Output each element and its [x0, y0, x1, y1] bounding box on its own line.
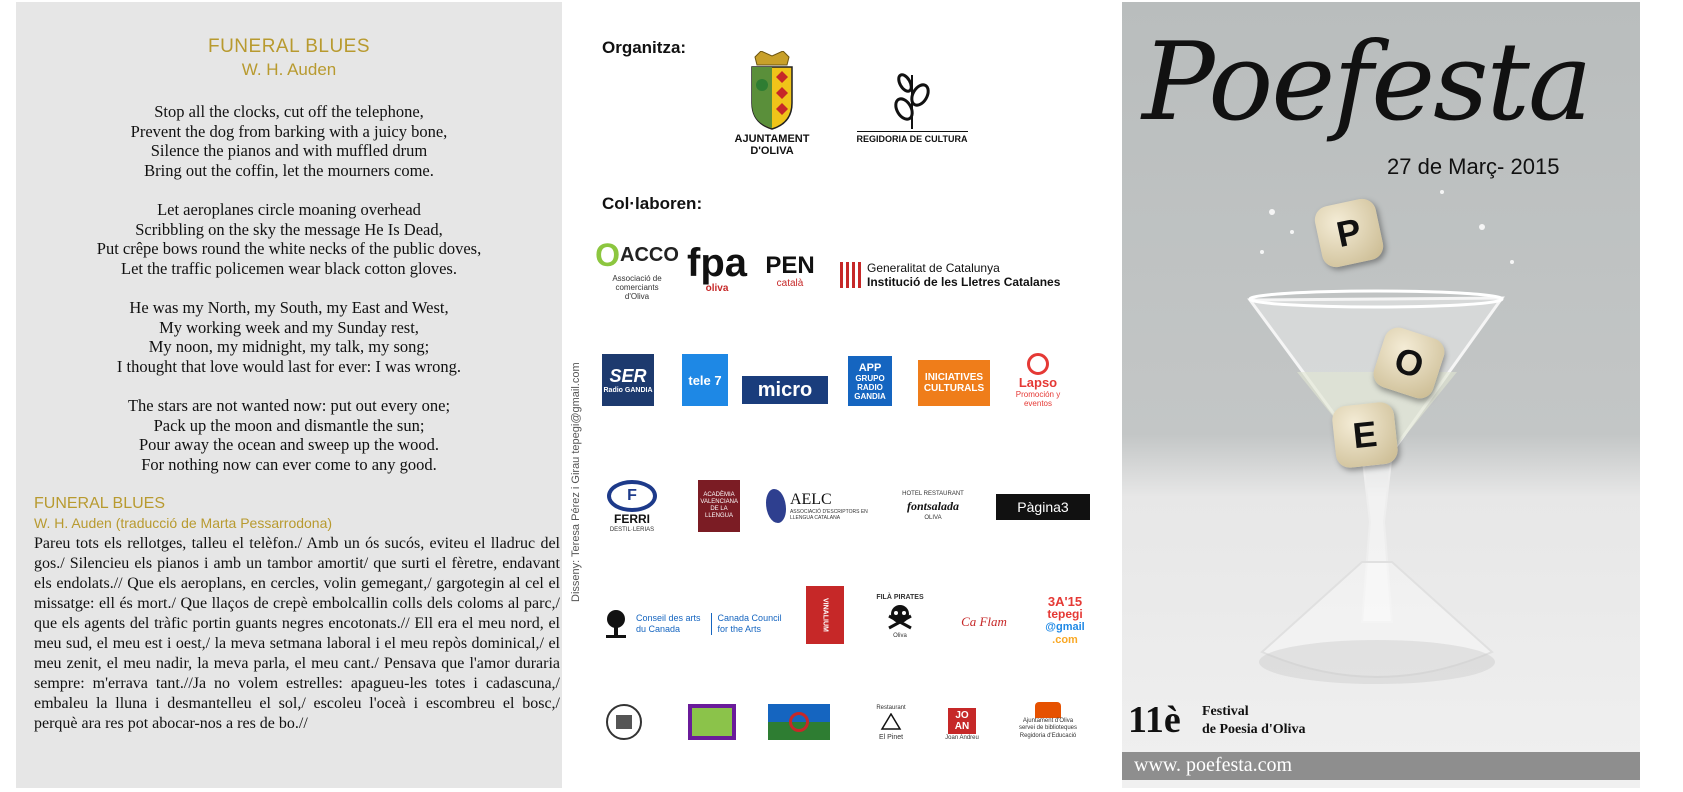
poster-title: Poefesta: [1142, 20, 1591, 145]
canada-en-l2: for the Arts: [717, 624, 762, 634]
die-o: O: [1370, 324, 1448, 402]
institucio-lletres-logo: [840, 258, 1095, 292]
die-e: E: [1331, 401, 1399, 469]
ferri-sub: DESTIL·LERIAS: [609, 526, 655, 533]
verse-line: Prevent the dog from barking with a juicy bone,: [130, 121, 448, 141]
pen-sub: català: [776, 277, 804, 289]
biblio-l2: servei de biblioteques: [1018, 725, 1078, 731]
fontsalada-logo: [898, 486, 968, 526]
edition-festival: Festival: [1202, 704, 1249, 719]
stanza-1: [16, 102, 562, 180]
joan-andreu-logo: [942, 706, 982, 744]
aelc-name: AELC: [789, 491, 832, 508]
verse-line: Stop all the clocks, cut off the telephone,: [154, 102, 424, 121]
verse-line: Pack up the moon and dismantle the sun;: [153, 415, 425, 435]
ferri-emblem-icon: F: [607, 480, 657, 512]
verse-line: The stars are not wanted now: put out every one;: [127, 396, 451, 415]
ca-flam-name: Ca Flam: [961, 614, 1007, 629]
app-radio-gandia-logo: [848, 356, 892, 406]
acco-name: ACCO: [620, 244, 679, 266]
ser-name: SER: [609, 366, 647, 386]
tepegi-l2: tepegi: [1047, 607, 1083, 621]
verse-line: My working week and my Sunday rest,: [159, 317, 419, 337]
verse-line: Let aeroplanes circle moaning overhead: [157, 200, 421, 219]
lapso-sub: Promoción y eventos: [1015, 389, 1061, 408]
canada-council-logo: [602, 606, 782, 642]
catalan-poem-author: W. H. Auden (traducció de Marta Pessarrodona): [34, 515, 333, 531]
verse-line: My noon, my midnight, my talk, my song;: [148, 337, 430, 357]
fila-name: FILÀ PIRATES: [876, 594, 924, 601]
canada-fr-l1: Conseil des arts: [636, 613, 701, 623]
stanza-2: [16, 200, 562, 278]
leaf-icon: [892, 69, 932, 131]
fila-pirates-logo: [870, 588, 930, 646]
joan-l2: AN: [954, 720, 970, 732]
academia-valenciana-logo: [698, 480, 740, 532]
english-poem-title: FUNERAL BLUES: [207, 36, 371, 57]
url-bar: [1122, 752, 1640, 780]
tepegi-l3: @gmail: [1045, 621, 1085, 633]
catalan-poem-title: FUNERAL BLUES: [34, 495, 165, 512]
poster-panel: [1122, 2, 1640, 788]
die-p: P: [1312, 196, 1386, 270]
iniciatives-l2: CULTURALS: [923, 383, 985, 394]
acco-ring-icon: O: [595, 237, 620, 273]
tree-icon: [602, 609, 630, 639]
tepegi-l4: .com: [1052, 634, 1078, 646]
pen-name: PEN: [765, 251, 815, 279]
martini-glass-illustration: [1122, 2, 1640, 788]
organitza-label: Organitza:: [602, 38, 687, 57]
verse-line: Put crêpe bows round the white necks of the public doves,: [96, 239, 482, 259]
fontsalada-l1: HOTEL RESTAURANT: [902, 490, 964, 497]
institucio-name: Institució de les Lletres Catalanes: [867, 275, 1061, 289]
building-icon: [688, 704, 736, 740]
ajuntament-oliva-logo: [732, 44, 812, 164]
regidoria-cultura-logo: [852, 64, 972, 148]
skull-crossbones-icon: [885, 602, 915, 632]
stanza-4: [16, 396, 562, 474]
tele7-logo: [682, 354, 728, 406]
app-name: APP: [858, 361, 882, 374]
green-building-logo: [688, 704, 736, 740]
collaboren-label: Col·laboren:: [602, 194, 703, 213]
edition-name: de Poesia d'Oliva: [1202, 722, 1306, 737]
catalan-poem-text: Pareu tots els rellotges, talleu el telèfon./ Amb un ós sucós, eviteu el lladruc del gos./ Silencieu els pianos i amb un tambor amortit/ que surti el fèretre, endavant els endolats.// Que els aeroplans, en cercles, volin gemegant,/ gargotegin al cel el missatge: ell és mort./ Que llaços de crepè embolcallin colls dels coloms al parc,/ que els agents del tràfic portin guants negres encotonats.// Ell era el meu nord, el meu sud, el meu est i oest,/ la meva setmana laboral i el meu repòs dominical,/ el meu zenit, el meu nadir, la meva parla, el meu cant./ Pensava que l'amor duraria sempre: m'errava tant.//Ja no volem estrelles: apagueu-les totes i cadascuna,/ embaleu la lluna i desmantelleu el sol,/ escoleu l'oceà i escombreu el bosc,/ perquè ara res pot abocar-nos a res de bo.//: [34, 535, 560, 732]
app-sub: GRUPO RADIO GANDIA: [854, 373, 886, 401]
book-icon: [1035, 702, 1061, 718]
ser-sub: Radio GANDIA: [603, 387, 653, 394]
joan-l1: JO: [955, 709, 969, 721]
tepegi-logo: [1040, 592, 1090, 650]
cadena-ser-logo: [602, 354, 654, 406]
iniciatives-l1: INICIATIVES: [924, 372, 984, 383]
acco-sub: Associació de comerciants d'Oliva: [612, 274, 662, 301]
seal-emblem-icon: [604, 703, 644, 741]
sponsors-panel: [562, 2, 1122, 788]
fpa-sub: oliva: [705, 282, 729, 294]
vinalium-name: VINALIUM: [806, 586, 844, 644]
ca-flam-logo: [944, 608, 1024, 636]
educacio-label: Regidoria d'Educació: [1019, 733, 1077, 739]
verse-line: For nothing now can ever come to any good.: [141, 454, 437, 474]
verse-line: He was my North, my South, my East and West,: [129, 298, 449, 317]
splash-icon: [1260, 190, 1514, 264]
ajuntament-name: AJUNTAMENT: [734, 133, 810, 145]
academia-name: ACADÈMIA VALENCIANA DE LA LLENGUA: [698, 480, 740, 532]
verse-line: Let the traffic policemen wear black cotton gloves.: [121, 258, 457, 278]
verse-line: I thought that love would last for ever: I was wrong.: [116, 356, 462, 376]
coat-of-arms-icon: [747, 51, 797, 131]
tepegi-l1: 3A'15: [1047, 594, 1083, 609]
biblio-l1: Ajuntament d'Oliva: [1022, 718, 1074, 724]
aelc-sub: ASSOCIACIÓ D'ESCRIPTORS EN LLENGUA CATALANA: [789, 509, 868, 521]
ajuntament-town: D'OLIVA: [750, 145, 794, 157]
pagina3-name: Pàgina3: [996, 494, 1090, 520]
fila-sub: Oliva: [893, 633, 907, 639]
flag-icon: [768, 704, 830, 740]
wheel-flag-logo: [768, 704, 830, 740]
fontsalada-town: OLIVA: [924, 514, 942, 521]
pen-catala-logo: [760, 246, 820, 296]
canada-fr-l2: du Canada: [636, 624, 681, 634]
biblioteques-logo: [1006, 696, 1090, 746]
seal-logo: [602, 702, 646, 742]
fontsalada-name: fontsalada: [906, 498, 959, 513]
canada-en-l1: Canada Council: [717, 613, 782, 623]
verse-line: Silence the pianos and with muffled drum: [150, 141, 428, 161]
aelc-emblem-icon: [766, 489, 786, 523]
stanza-3: [16, 298, 562, 376]
micro-name: micro: [742, 376, 828, 404]
website-link[interactable]: www. poefesta.com: [1134, 754, 1293, 776]
lapso-name: Lapso: [1018, 374, 1058, 390]
pinet-name: El Pinet: [878, 734, 904, 741]
iniciatives-culturals-logo: [918, 360, 990, 406]
edition-number: 11è: [1128, 699, 1181, 741]
el-pinet-logo: [868, 702, 914, 744]
lapso-logo: [1010, 350, 1066, 410]
ferri-name: FERRI: [614, 511, 650, 526]
acco-logo: [595, 237, 679, 301]
designer-credit: Disseny: Teresa Pérez i Girau tepegi@gmail.com: [570, 362, 582, 602]
english-poem-author: W. H. Auden: [241, 60, 337, 79]
verse-line: Scribbling on the sky the message He Is Dead,: [135, 219, 443, 239]
poem-panel: [16, 2, 562, 788]
fpa-logo: [682, 238, 752, 298]
ferri-logo: [602, 478, 662, 536]
senyera-icon: [840, 262, 862, 288]
lapso-ring-icon: [1027, 353, 1049, 375]
wheel-icon: [789, 712, 809, 732]
micro-logo: [742, 376, 828, 404]
aelc-logo: [766, 486, 876, 526]
verse-line: Pour away the ocean and sweep up the wood.: [138, 435, 440, 455]
fpa-name: fpa: [687, 240, 747, 285]
regidoria-label: REGIDORIA DE CULTURA: [857, 131, 968, 144]
gencat-name: Generalitat de Catalunya: [867, 261, 1000, 275]
verse-line: Bring out the coffin, let the mourners come.: [144, 160, 434, 180]
joan-sub: Joan Andreu: [945, 734, 979, 741]
tree-icon: [880, 713, 902, 733]
poster-date: 27 de Març- 2015: [1387, 154, 1560, 179]
pinet-l1: Restaurant: [876, 705, 906, 711]
pagina3-logo: [996, 494, 1090, 520]
tele7-name: tele 7: [682, 354, 728, 406]
vinalium-logo: [806, 586, 844, 644]
